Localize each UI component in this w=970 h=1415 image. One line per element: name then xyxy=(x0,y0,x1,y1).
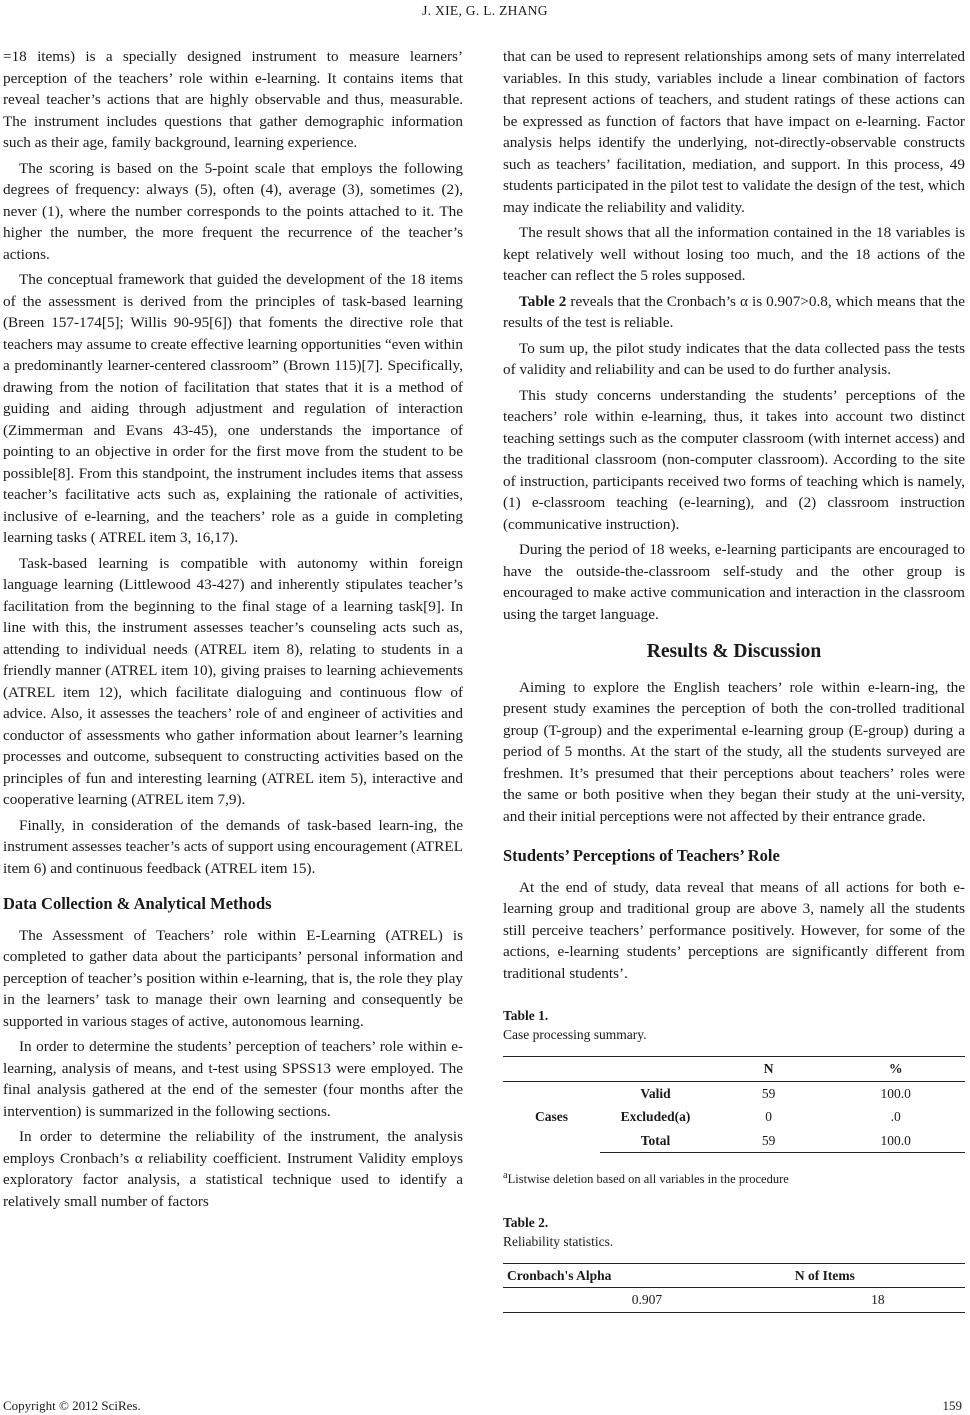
table-note-text: Listwise deletion based on all variables in the procedure xyxy=(507,1172,789,1187)
body-paragraph: The result shows that all the information contained in the 18 variables is kept relatively well without losing too much, and the 18 actions of the teacher can reflect the 5 roles supposed. xyxy=(503,224,965,284)
table-note-superscript: a xyxy=(503,1170,508,1181)
table-header-cell: % xyxy=(826,1057,965,1082)
right-column xyxy=(503,46,965,1313)
table-row xyxy=(503,1081,965,1105)
body-paragraph: that can be used to represent relationships among sets of many interrelated variables. In this study, variables include a linear combination of factors that represent actions of teachers, and student ratings of these actions can be expressed as function of factors that have impact on e-learning. Factor analysis helps identify the underlying, not-directly-observable constructs such as teachers’ facilitation, mediation, and support. In this process, 49 students participated in the pilot test to validate the design of the test, which may indicate the reliability and validity. xyxy=(503,48,965,216)
body-paragraph: To sum up, the pilot study indicates that the data collected pass the tests of validity and reliability and can be used to do further analysis. xyxy=(503,339,965,378)
body-paragraph: Finally, in consideration of the demands of task-based learn-ing, the instrument assesses teacher’s acts of support using encouragement (ATREL item 6) and continuous feedback (ATREL item 15). xyxy=(3,816,463,877)
table-header-cell: N xyxy=(711,1057,827,1082)
body-paragraph: Task-based learning is compatible with autonomy within foreign language learning (Littlewood 43-427) and inherently stipulates teacher’s facilitation from the beginning to the final stage of a learning task[9]. In line with this, the instrument assesses teacher’s counseling acts such as, attending to individual needs (ATREL item 8), relating to students in a friendly manner (ATREL item 10), giving praises to learning achievements (ATREL item 12), which facilitate dialoguing and continuous flow of advice. Also, it assesses the teachers’ role of and engineer of activities and conductor of assessments who gather information about learner’s learning processes and outcome, subsequent to constructing activities based on the principles of fun and interesting learning (ATREL item 5), interactive and cooperative learning (ATREL item 7,9). xyxy=(3,554,463,808)
body-paragraph xyxy=(503,291,965,334)
copyright-footer: Copyright © 2012 SciRes. xyxy=(3,1398,141,1413)
body-paragraph: During the period of 18 weeks, e-learning participants are encouraged to have the outside-the-classroom self-study and the other group is encouraged to make active communication and interaction in the classroom using the target language. xyxy=(503,541,965,623)
table-cell: 59 xyxy=(761,1085,776,1101)
running-header: J. XIE, G. L. ZHANG xyxy=(422,3,548,18)
table-header-cell xyxy=(600,1057,711,1082)
table1-label: Table 1. xyxy=(503,1008,549,1023)
table2-title: Reliability statistics. xyxy=(503,1233,614,1249)
body-text: reveals that the Cronbach’s α is 0.907>0.8, which means that the results of the test is reliable. xyxy=(503,292,965,331)
table-cell: 59 xyxy=(711,1129,827,1153)
table-reference: Table 2 xyxy=(519,292,567,310)
table-header-cell: N of Items xyxy=(791,1263,965,1288)
reliability-table xyxy=(503,1263,965,1313)
table-row-label: Excluded(a) xyxy=(620,1109,691,1124)
table1-caption xyxy=(503,1006,965,1044)
body-paragraph: In order to determine the reliability of the instrument, the analysis employs Cronbach’s α reliability coefficient. Instrument Validity employs exploratory factor analysis, a statistical technique used to identify a relatively small number of factors xyxy=(3,1128,463,1210)
table-cell: .0 xyxy=(890,1109,901,1124)
table-group-label: Cases xyxy=(535,1109,568,1125)
table-cell: 100.0 xyxy=(826,1129,965,1153)
left-column xyxy=(3,46,463,1216)
body-paragraph: =18 items) is a specially designed instrument to measure learners’ perception of the teachers’ role within e-learning. It contains items that reveal teacher’s actions that are highly observable and thus, measurable. The instrument includes questions that gather demographic information such as their age, family background, learning experience. xyxy=(3,48,463,151)
page-number: 159 xyxy=(942,1398,962,1413)
table-row-label: Valid xyxy=(640,1085,671,1101)
section-heading: Data Collection & Analytical Methods xyxy=(3,894,272,913)
table-row-label: Total xyxy=(600,1129,711,1153)
table1-title: Case processing summary. xyxy=(503,1027,647,1042)
table-header-row xyxy=(503,1263,965,1288)
body-paragraph: The Assessment of Teachers’ role within E-Learning (ATREL) is completed to gather data about the participants’ personal information and perception of teacher’s position within e-learning, that is, the role they play in the learners’ task to manage their own learning and consequently be supported in various stages of active, autonomous learning. xyxy=(3,926,463,1030)
table-cell: 18 xyxy=(791,1288,965,1313)
table2-caption xyxy=(503,1213,965,1251)
table-row xyxy=(503,1288,965,1313)
table-header-cell: Cronbach's Alpha xyxy=(503,1263,791,1288)
table-header-row xyxy=(503,1057,965,1082)
table-cell: 0.907 xyxy=(503,1288,791,1313)
body-paragraph: The conceptual framework that guided the development of the 18 items of the assessment is derived from the principles of task-based learning (Breen 157-174[5]; Willis 90-95[6]) that foments the directive role that teachers may assume to create effective learning opportunities “even within a predominantly learner-centered classroom” (Brown 115)[7]. Specifically, drawing from the notion of facilitation that states that it is a method of guiding and aiding through adjustment and regulation of interaction (Zimmerman and Evans 43-45), one understands the importance of pointing to an objective in order for the first move from the student to be possible[8]. From this standpoint, the instrument includes items that assess teacher’s facilitative acts such as, explaining the rationale of activities, inclusive of e-learning, and the teachers’ role as a guide in completing learning tasks ( ATREL item 3, 16,17). xyxy=(3,271,463,546)
case-processing-table xyxy=(503,1056,965,1153)
table-cell: 0 xyxy=(765,1109,773,1124)
body-paragraph: Aiming to explore the English teachers’ role within e-learn-ing, the present study examines the perception of both the con-trolled traditional group (T-group) and the experimental e-learning group (E-group) during a period of 5 months. At the start of the study, all the students surveyed are freshmen. It’s presumed that their perceptions about teachers’ roles were the same or both positive when they began their study at the uni-versity, and their initial perceptions were not affected by their entrance grade. xyxy=(503,678,965,825)
table-header-cell xyxy=(503,1057,600,1082)
body-paragraph: In order to determine the students’ perception of teachers’ role within e-learning, analysis of means, and t-test using SPSS13 were employed. The final analysis gathered at the end of the semester (four months after the intervention) is summarized in the following sections. xyxy=(3,1038,463,1120)
table1-note xyxy=(503,1165,965,1191)
table2-label: Table 2. xyxy=(503,1214,549,1230)
results-heading: Results & Discussion xyxy=(646,641,822,662)
table-cell: 100.0 xyxy=(880,1085,911,1101)
body-paragraph: This study concerns understanding the students’ perceptions of the teachers’ role within e-learning, thus, it takes into account two distinct teaching settings such as the computer classroom (with internet access) and the traditional classroom (non-computer classroom). According to the site of instruction, participants received two forms of teaching which is namely, (1) e-classroom teaching (e-learning), and (2) classroom instruction (communicative instruction). xyxy=(503,386,965,533)
body-paragraph: The scoring is based on the 5-point scale that employs the following degrees of frequency: always (5), often (4), average (3), sometimes (2), never (1), where the number corresponds to the points attached to it. The higher the number, the more frequent the recurrence of the teacher’s actions. xyxy=(3,159,463,263)
subsection-heading: Students’ Perceptions of Teachers’ Role xyxy=(503,846,780,865)
body-paragraph: At the end of study, data reveal that means of all actions for both e-learning group and traditional group are above 3, namely all the students still perceive teachers’ performance positively. However, for some of the actions, e-learning students’ perceptions are significantly different from traditional students’. xyxy=(503,878,965,982)
